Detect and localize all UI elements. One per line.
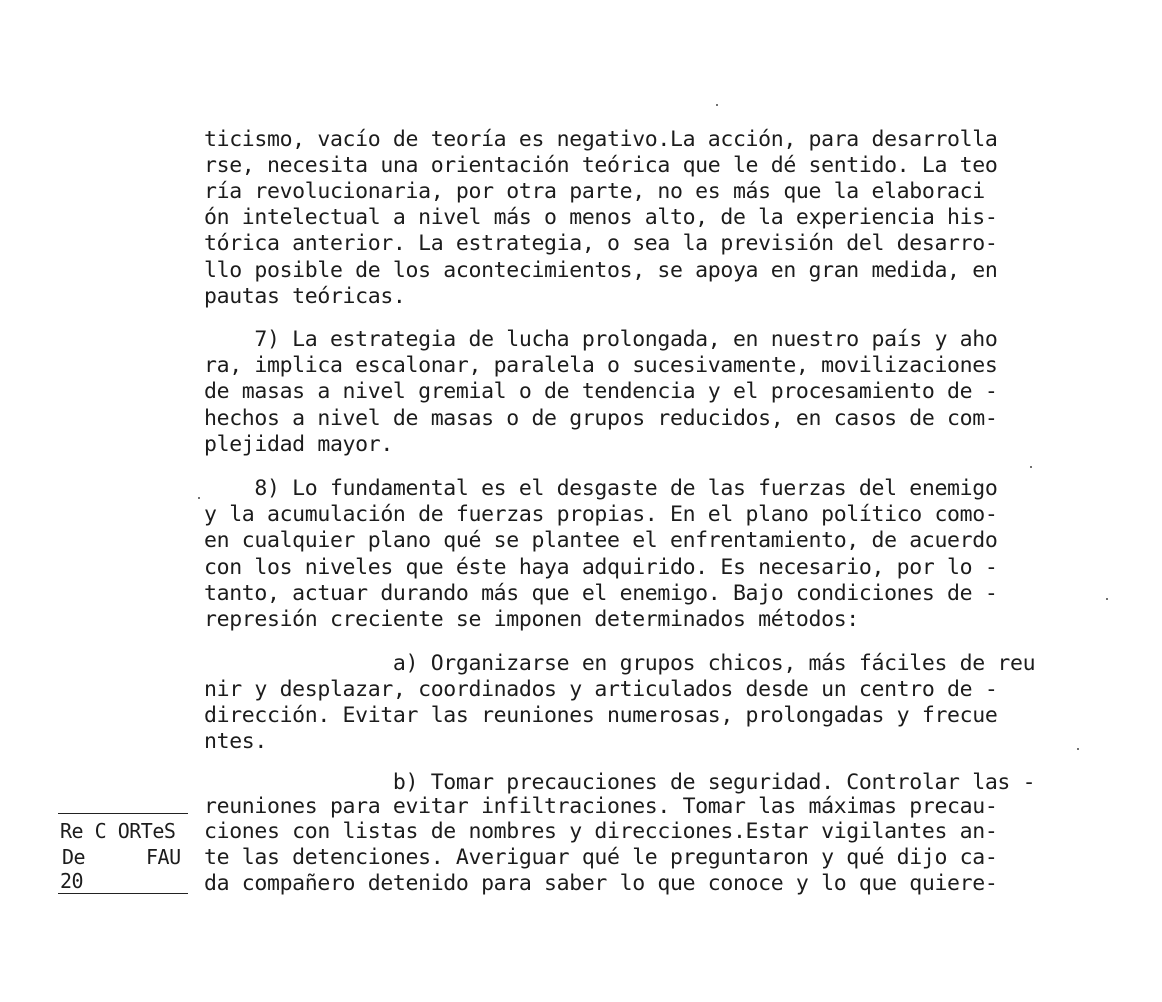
scan-speck	[1030, 466, 1032, 468]
text-line: nir y desplazar, coordinados y articulados desde un centro de -	[204, 677, 998, 702]
scan-speck	[1077, 748, 1079, 750]
page-number: 20	[60, 869, 84, 893]
text-line: ra, implica escalonar, paralela o sucesivamente, movilizaciones	[204, 353, 998, 378]
stamp-title: Re C ORTeS	[60, 819, 176, 843]
text-line: en cualquier plano qué se plantee el enfrentamiento, de acuerdo	[204, 528, 998, 553]
text-line: reuniones para evitar infiltraciones. Tomar las máximas precau-	[204, 794, 998, 819]
text-line: te las detenciones. Averiguar qué le preguntaron y qué dijo ca-	[204, 845, 998, 870]
text-line: da compañero detenido para saber lo que conoce y lo que quiere-	[204, 871, 998, 896]
text-line: b) Tomar precauciones de seguridad. Controlar las -	[204, 770, 1036, 795]
text-line: llo posible de los acontecimientos, se apoya en gran medida, en	[204, 258, 998, 283]
text-line: hechos a nivel de masas o de grupos reducidos, en casos de com-	[204, 406, 998, 431]
stamp-top-rule	[58, 813, 188, 814]
text-line: ciones con listas de nombres y direcciones.Estar vigilantes an-	[204, 819, 998, 844]
text-line: tanto, actuar durando más que el enemigo. Bajo condiciones de -	[204, 581, 998, 606]
scan-speck	[1106, 598, 1108, 600]
stamp-label-right: FAU	[146, 845, 181, 869]
text-line: 8) Lo fundamental es el desgaste de las fuerzas del enemigo	[204, 476, 998, 501]
stamp-bottom-rule	[58, 893, 188, 894]
scan-speck	[716, 104, 718, 106]
text-line: represión creciente se imponen determinados métodos:	[204, 607, 859, 632]
text-line: rse, necesita una orientación teórica que le dé sentido. La teo	[204, 153, 998, 178]
text-line: ticismo, vacío de teoría es negativo.La acción, para desarrolla	[204, 127, 998, 152]
text-line: de masas a nivel gremial o de tendencia y el procesamiento de -	[204, 379, 998, 404]
text-line: ría revolucionaria, por otra parte, no es más que la elaboraci	[204, 179, 985, 204]
text-line: pautas teóricas.	[204, 284, 406, 309]
text-line: ón intelectual a nivel más o menos alto, de la experiencia his-	[204, 205, 998, 230]
text-line: tórica anterior. La estrategia, o sea la previsión del desarro-	[204, 231, 998, 256]
text-line: con los niveles que éste haya adquirido. Es necesario, por lo -	[204, 555, 998, 580]
text-line: plejidad mayor.	[204, 432, 393, 457]
scan-speck	[198, 497, 200, 499]
text-line: ntes.	[204, 729, 267, 754]
text-line: y la acumulación de fuerzas propias. En el plano político como-	[204, 502, 998, 527]
text-line: dirección. Evitar las reuniones numerosas, prolongadas y frecue	[204, 703, 998, 728]
text-line: a) Organizarse en grupos chicos, más fáciles de reu	[204, 651, 1036, 676]
stamp-label-left: De	[62, 845, 86, 869]
text-line: 7) La estrategia de lucha prolongada, en nuestro país y aho	[204, 327, 998, 352]
